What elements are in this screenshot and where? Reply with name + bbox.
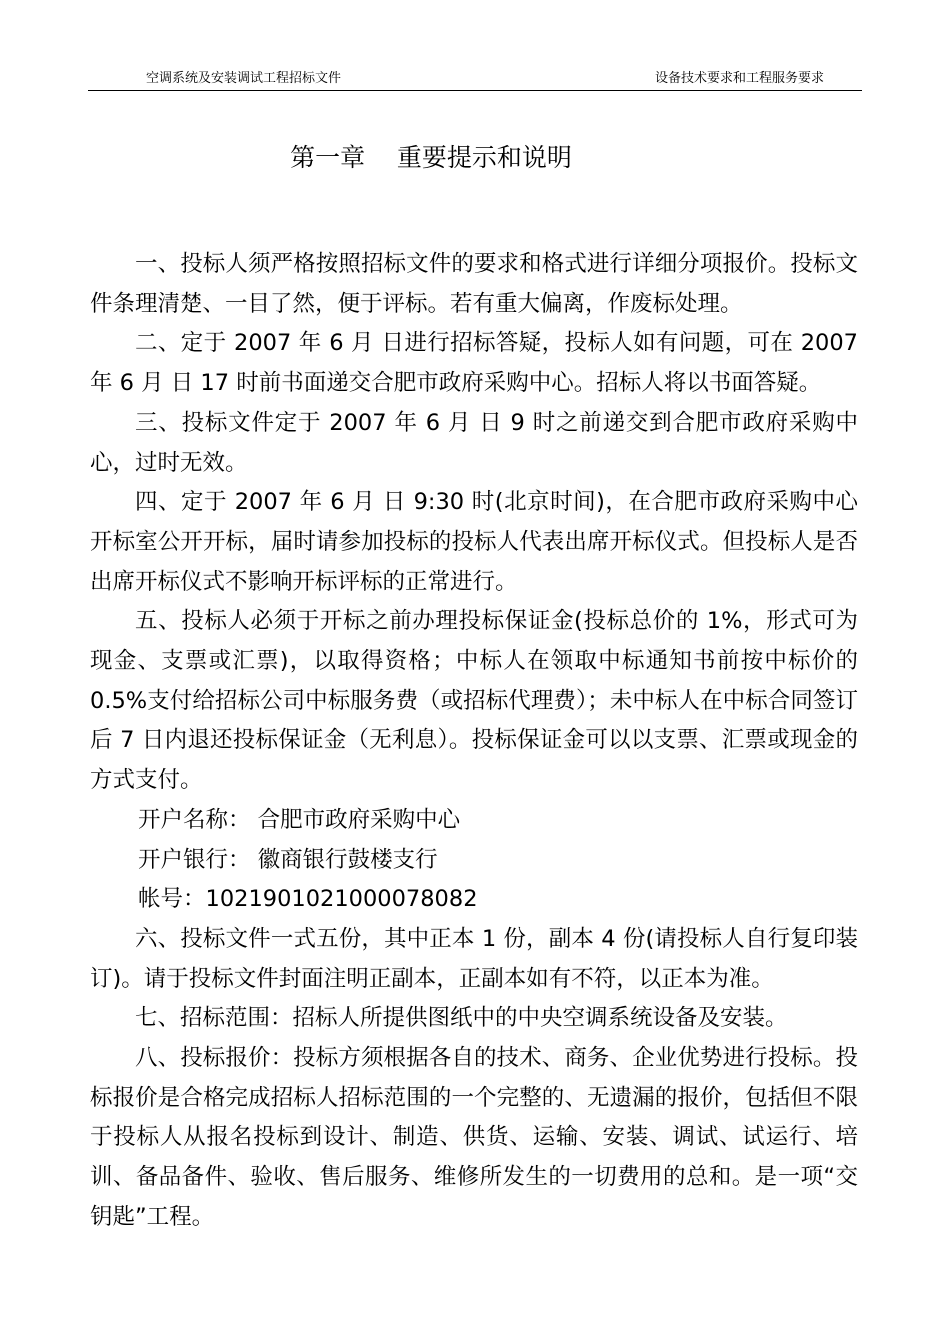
paragraph-5: 五、投标人必须于开标之前办理投标保证金(投标总价的 1%，形式可为现金、支票或汇票)，以取得资格；中标人在领取中标通知书前按中标价的 0.5%支付给招标公司中标服务费（或招标代理费）；未中标人在中标合同签订后 7 日内退还投标保证金（无利息）。投标保证金可以以支票、汇票或现金的方式支付。 bbox=[90, 608, 858, 794]
paragraph-1: 一、投标人须严格按照招标文件的要求和格式进行详细分项报价。投标文件条理清楚、一目了然，便于评标。若有重大偏离，作废标处理。 bbox=[90, 251, 858, 317]
chapter-title: 第一章 重要提示和说明 bbox=[290, 143, 572, 172]
account-number-label: 帐号： bbox=[138, 886, 206, 913]
paragraph-3: 三、投标文件定于 2007 年 6 月 日 9 时之前递交到合肥市政府采购中心，过时无效。 bbox=[90, 409, 858, 476]
paragraph-6: 六、投标文件一式五份，其中正本 1 份，副本 4 份(请投标人自行复印装订)。请于投标文件封面注明正副本，正副本如有不符，以正本为准。 bbox=[90, 925, 858, 992]
paragraph-2: 二、定于 2007 年 6 月 日进行招标答疑，投标人如有问题，可在 2007 年 6 月 日 17 时前书面递交合肥市政府采购中心。招标人将以书面答疑。 bbox=[90, 330, 858, 397]
account-bank-value: 徽商银行鼓楼支行 bbox=[257, 846, 438, 873]
page-header bbox=[88, 68, 862, 91]
paragraph-4: 四、定于 2007 年 6 月 日 9:30 时(北京时间)，在合肥市政府采购中心开标室公开开标，届时请参加投标的投标人代表出席开标仪式。但投标人是否出席开标仪式不影响开标评标的正常进行。 bbox=[90, 489, 858, 595]
account-name-value: 合肥市政府采购中心 bbox=[257, 806, 461, 833]
header-document-title: 空调系统及安装调试工程招标文件 bbox=[146, 71, 342, 86]
paragraph-7: 七、招标范围：招标人所提供图纸中的中央空调系统设备及安装。 bbox=[135, 1005, 788, 1032]
header-section-title: 设备技术要求和工程服务要求 bbox=[654, 71, 824, 86]
account-number-value: 1021901021000078082 bbox=[205, 886, 478, 913]
document-body bbox=[90, 245, 858, 1238]
account-bank-label: 开户银行： bbox=[138, 846, 251, 873]
account-name-line bbox=[90, 801, 858, 841]
account-bank-line bbox=[90, 841, 858, 881]
account-number-line bbox=[90, 880, 858, 920]
account-name-label: 开户名称： bbox=[138, 806, 251, 833]
paragraph-8: 八、投标报价：投标方须根据各自的技术、商务、企业优势进行投标。投标报价是合格完成招标人招标范围的一个完整的、无遗漏的报价，包括但不限于投标人从报名投标到设计、制造、供货、运输、安装、调试、试运行、培训、备品备件、验收、售后服务、维修所发生的一切费用的总和。是一项“交钥匙”工程。 bbox=[90, 1045, 858, 1230]
